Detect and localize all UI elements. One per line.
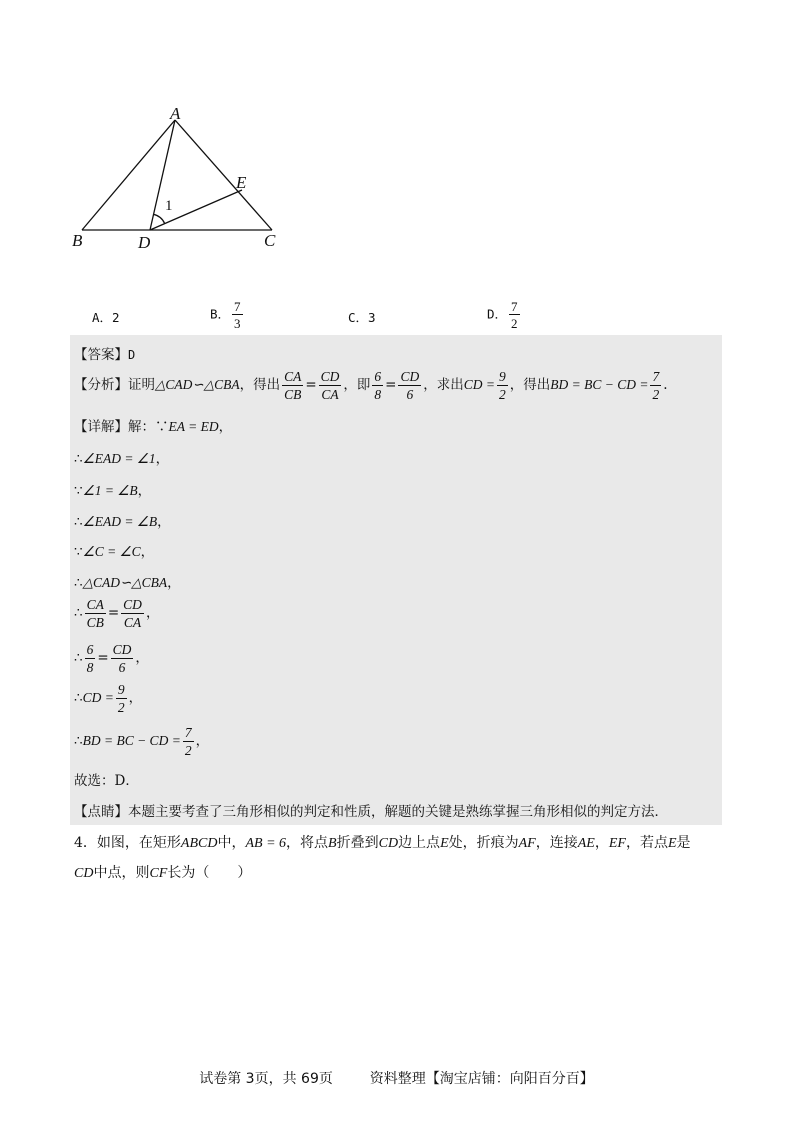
analysis-line <box>74 370 668 401</box>
option-a[interactable] <box>92 308 120 326</box>
question-text: 是 <box>676 835 691 851</box>
detail-math: CD = <box>82 690 114 705</box>
fraction-denominator: 6 <box>118 659 126 675</box>
fraction-denominator: 2 <box>652 386 660 402</box>
detail-math: EA = ED <box>168 419 219 434</box>
answer-tag: 【答案】 <box>74 347 128 363</box>
triangle-figure <box>60 100 300 260</box>
segment-de <box>150 190 242 230</box>
detail-punct: ， <box>135 650 149 666</box>
question-math: AB = 6 <box>245 836 287 851</box>
therefore-symbol: ∴ <box>74 514 83 530</box>
detail-text: 解：∵ <box>128 419 169 435</box>
analysis-text: ，求出 <box>423 377 464 393</box>
detail-math: ∠EAD = ∠B <box>82 514 158 529</box>
option-b-denominator: 3 <box>234 316 241 331</box>
question-text: ， <box>594 835 609 851</box>
analysis-similarity: △CAD∽△CBA <box>155 377 240 392</box>
question-math: E <box>667 836 677 851</box>
fraction-numerator: 7 <box>184 725 192 740</box>
question-text: ，连接 <box>535 835 578 851</box>
detail-line-1 <box>74 447 169 467</box>
option-a-value: 2 <box>112 310 120 325</box>
option-c-letter: C． <box>348 310 369 325</box>
option-b-letter: B． <box>210 306 231 322</box>
fraction-denominator: CA <box>321 386 339 402</box>
detail-punct: ， <box>145 605 160 621</box>
fraction-denominator: 2 <box>117 699 125 715</box>
option-d-numerator: 7 <box>511 299 518 314</box>
choice-line <box>74 769 139 789</box>
therefore-symbol: ∴ <box>74 605 83 621</box>
option-a-letter: A． <box>92 310 113 325</box>
label-angle-1: 1 <box>165 198 173 214</box>
fraction-numerator: CA <box>284 369 302 384</box>
comment-line <box>74 800 668 820</box>
question-math: EF <box>608 836 626 851</box>
detail-line-4 <box>74 540 154 560</box>
question-math: AE <box>577 836 595 851</box>
equals-sign: = <box>97 650 109 666</box>
detail-punct: ， <box>157 514 171 530</box>
fraction-numerator: 9 <box>499 369 506 384</box>
fraction-denominator: CB <box>284 386 302 402</box>
fraction-denominator: 6 <box>406 386 414 402</box>
question-text: ，若点 <box>625 835 668 851</box>
question-text: 边上点 <box>398 835 441 851</box>
fraction-denominator: 2 <box>499 386 506 402</box>
answer-value: D <box>128 348 136 362</box>
because-symbol: ∵ <box>74 544 83 560</box>
detail-line-3 <box>74 510 171 530</box>
fraction-numerator: CD <box>320 369 340 384</box>
fraction-numerator: 7 <box>652 369 660 384</box>
question-text: 中， <box>217 835 246 851</box>
fraction-numerator: CD <box>400 369 420 384</box>
detail-line-5 <box>74 571 181 591</box>
detail-line-0 <box>74 415 232 435</box>
therefore-symbol: ∴ <box>74 650 83 666</box>
detail-line-6 <box>74 598 159 629</box>
detail-math: ∠1 = ∠B <box>82 483 138 498</box>
analysis-bd: BD = BC − CD = <box>550 377 649 392</box>
detail-tag: 【详解】 <box>74 419 128 435</box>
label-b: B <box>72 231 83 250</box>
detail-punct: ， <box>137 483 152 499</box>
fraction-denominator: 2 <box>184 742 192 758</box>
detail-math: ∠C = ∠C <box>82 544 141 559</box>
comment-text: 本题主要考查了三角形相似的判定和性质，解题的关键是熟练掌握三角形相似的判定方法． <box>128 804 668 820</box>
detail-punct: ， <box>167 575 181 591</box>
question-math: E <box>440 836 449 851</box>
option-d-denominator: 2 <box>511 316 518 331</box>
option-d[interactable] <box>487 300 522 330</box>
analysis-text: ，得出 <box>239 377 281 393</box>
question-text: 折叠到 <box>336 835 379 851</box>
detail-line-2 <box>74 479 151 499</box>
segment-ab <box>82 120 175 230</box>
label-e: E <box>236 173 247 192</box>
fraction-denominator: CA <box>123 614 142 630</box>
detail-line-9 <box>74 726 209 757</box>
question-text: 长为（ ） <box>167 865 252 881</box>
label-c: C <box>264 231 276 250</box>
question-text: 中点，则 <box>93 865 150 881</box>
analysis-end: . <box>663 377 668 393</box>
fraction-denominator: 8 <box>86 659 94 675</box>
option-b-numerator: 7 <box>234 299 241 314</box>
fraction-numerator: CD <box>112 642 132 657</box>
question-math: ABCD <box>180 836 218 851</box>
detail-punct: ， <box>155 451 170 467</box>
therefore-symbol: ∴ <box>74 690 83 706</box>
label-d: D <box>138 233 151 252</box>
detail-math: △CAD∽△CBA <box>82 575 168 590</box>
detail-math: ∠EAD = ∠1 <box>82 451 156 466</box>
comment-tag: 【点睛】 <box>74 804 128 820</box>
detail-punct: ， <box>140 544 155 560</box>
equals-sign: = <box>107 605 120 621</box>
detail-punct: ， <box>195 733 210 749</box>
detail-line-8 <box>74 683 142 714</box>
detail-punct: ， <box>128 690 143 706</box>
detail-punct: ， <box>218 419 233 435</box>
analysis-tag: 【分析】 <box>74 377 128 393</box>
question-math: CD <box>378 836 399 851</box>
option-d-letter: D． <box>487 306 508 322</box>
option-b[interactable] <box>210 300 245 330</box>
question-text: 处，折痕为 <box>448 835 519 851</box>
because-symbol: ∵ <box>74 483 83 499</box>
therefore-symbol: ∴ <box>74 451 83 467</box>
analysis-text: ，得出 <box>509 377 551 393</box>
therefore-symbol: ∴ <box>74 733 83 749</box>
analysis-text: ，即 <box>343 377 371 393</box>
fraction-denominator: 8 <box>374 386 382 402</box>
fraction-numerator: 6 <box>374 369 382 384</box>
question-math: B <box>328 836 337 851</box>
detail-line-7 <box>74 643 149 674</box>
fraction-numerator: CD <box>123 597 142 612</box>
equals-sign: = <box>305 377 317 393</box>
question-math: CD <box>74 866 94 881</box>
label-a: A <box>170 104 181 123</box>
question-math: CF <box>149 866 168 881</box>
analysis-cd: CD = <box>463 377 495 392</box>
footer-pages: 试卷第 3页，共 69页 <box>199 1071 333 1087</box>
question-math: AF <box>518 836 536 851</box>
footer-source: 资料整理【淘宝店铺：向阳百分百】 <box>369 1071 594 1087</box>
therefore-symbol: ∴ <box>74 575 83 591</box>
option-c-value: 3 <box>368 310 376 325</box>
detail-math: BD = BC − CD = <box>82 733 181 748</box>
angle-1-arc <box>154 214 165 223</box>
equals-sign: = <box>385 377 397 393</box>
page-footer <box>0 1068 793 1088</box>
option-c[interactable] <box>348 308 376 326</box>
question-text: 4．如图，在矩形 <box>74 835 181 851</box>
fraction-numerator: 6 <box>86 642 94 657</box>
fraction-numerator: 9 <box>117 682 125 697</box>
question-4-line-2 <box>74 862 251 882</box>
answer-line <box>74 343 135 363</box>
question-4-line-1 <box>74 832 691 852</box>
fraction-denominator: CB <box>86 614 104 630</box>
question-text: ，将点 <box>286 835 329 851</box>
choice-text: 故选：D． <box>74 773 139 789</box>
analysis-text: 证明 <box>128 377 155 393</box>
fraction-numerator: CA <box>86 597 104 612</box>
